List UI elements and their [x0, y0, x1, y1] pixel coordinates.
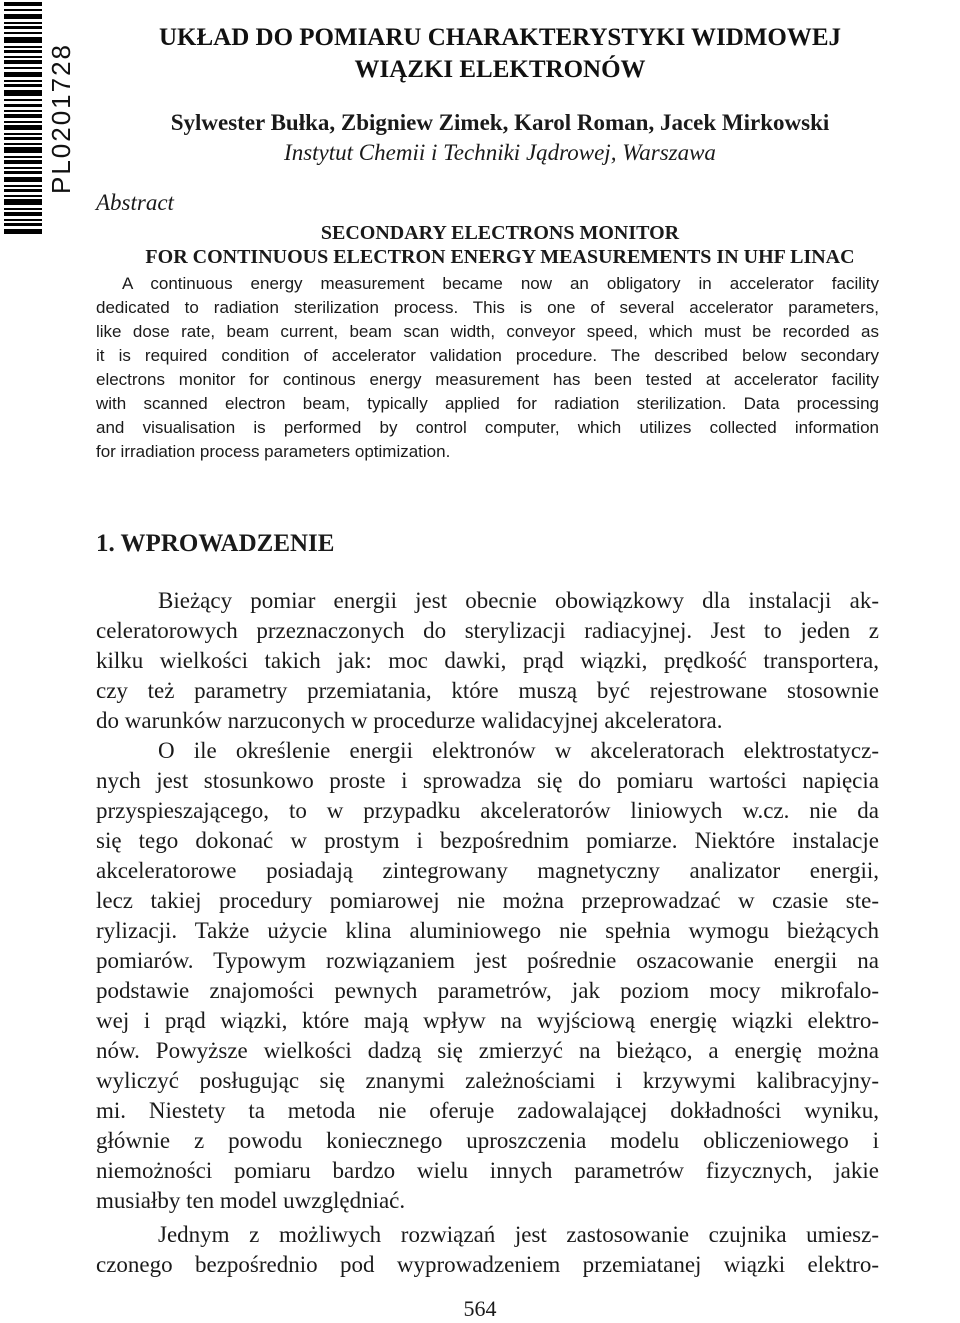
page-number: 564 — [463, 1296, 497, 1321]
body-line: do warunków narzuconych w procedurze walidacyjnej akceleratora. — [96, 708, 723, 733]
body-line: musiałby ten model uwzględniać. — [96, 1188, 406, 1213]
body-line: podstawie znajomości pewnych parametrów, jak poziom mocy mikrofalo- — [96, 978, 879, 1003]
abstract-line: and visualisation is performed by control computer, which utilizes collected information — [96, 418, 879, 437]
body-line: nów. Powyższe wielkości dadzą się zmierzyć na bieżąco, a energię można — [96, 1038, 879, 1063]
abstract-line: A continuous energy measurement became now an obligatory in accelerator facility — [122, 274, 879, 293]
body-line: Bieżący pomiar energii jest obecnie obowiązkowy dla instalacji ak- — [158, 588, 879, 613]
body-line: akceleratorowe posiadają zintegrowany magnetyczny analizator energii, — [96, 858, 879, 883]
abstract-line: for irradiation process parameters optimization. — [96, 442, 451, 461]
body-line: O ile określenie energii elektronów w akceleratorach elektrostatycz- — [158, 738, 879, 763]
body-line: celeratorowych przeznaczonych do sterylizacji radiacyjnej. Jest to jeden z — [96, 618, 879, 643]
document-id — [42, 0, 82, 236]
body-line: czonego bezpośrednio pod wyprowadzeniem przemiatanej wiązki elektro- — [96, 1252, 879, 1277]
abstract-title-line-1: SECONDARY ELECTRONS MONITOR — [320, 222, 680, 244]
document-id-text: PL0201728 — [46, 42, 77, 194]
body-line: niemożności pomiaru bardzo wielu innych parametrów fizycznych, jakie — [96, 1158, 879, 1183]
body-line: się tego dokonać w prostym i bezpośrednim pomiarze. Niektóre instalacje — [96, 828, 879, 853]
paper-title-line-1: UKŁAD DO POMIARU CHARAKTERYSTYKI WIDMOWEJ — [158, 24, 842, 51]
body-line: mi. Niestety ta metoda nie oferuje zadowalającej dokładności wyniku, — [96, 1098, 879, 1123]
paper-title-line-2: WIĄZKI ELEKTRONÓW — [354, 56, 646, 83]
body-line: głównie z powodu koniecznego uproszczenia modelu obliczeniowego i — [96, 1128, 879, 1153]
body-line: pomiarów. Typowym rozwiązaniem jest pośrednie oszacowanie energii na — [96, 948, 879, 973]
abstract-line: electrons monitor for continous energy measurement has been tested at accelerator facility — [96, 370, 879, 389]
section-heading: 1. WPROWADZENIE — [96, 530, 335, 557]
body-line: lecz takiej procedury pomiarowej nie można przeprowadzać w czasie ste- — [96, 888, 879, 913]
abstract-line: with scanned electron beam, typically applied for radiation sterilization. Data processing — [96, 394, 879, 413]
abstract-line: it is required condition of accelerator validation procedure. The described below secondary — [96, 346, 879, 365]
abstract-line: like dose rate, beam current, beam scan width, conveyor speed, which must be recorded as — [96, 322, 879, 341]
body-line: nych jest stosunkowo proste i sprowadza się do pomiaru wartości napięcia — [96, 768, 879, 793]
body-line: przyspieszającego, to w przypadku akceleratorów liniowych w.cz. nie da — [96, 798, 879, 823]
abstract-label: Abstract — [96, 190, 174, 215]
body-line: czy też parametry przemiatania, które muszą być rejestrowane stosownie — [96, 678, 879, 703]
body-line: rylizacji. Także użycie klina aluminiowego nie spełnia wymogu bieżących — [96, 918, 879, 943]
barcode — [0, 0, 46, 236]
body-line: wyliczyć posługując się znanymi zależnościami i krzywymi kalibracyjny- — [96, 1068, 879, 1093]
body-line: Jednym z możliwych rozwiązań jest zastosowanie czujnika umiesz- — [158, 1222, 879, 1247]
body-line: wej i prąd wiązki, które mają wpływ na wyjściową energię wiązki elektro- — [96, 1008, 879, 1033]
abstract-line: dedicated to radiation sterilization process. This is one of several accelerator parameters, — [96, 298, 879, 317]
authors: Sylwester Bułka, Zbigniew Zimek, Karol Roman, Jacek Mirkowski — [170, 110, 830, 135]
body-line: kilku wielkości takich jak: moc dawki, prąd wiązki, prędkość transportera, — [96, 648, 879, 673]
abstract-title-line-2: FOR CONTINUOUS ELECTRON ENERGY MEASUREMENTS IN UHF LINAC — [145, 246, 855, 268]
affiliation: Instytut Chemii i Techniki Jądrowej, Warszawa — [284, 140, 716, 165]
